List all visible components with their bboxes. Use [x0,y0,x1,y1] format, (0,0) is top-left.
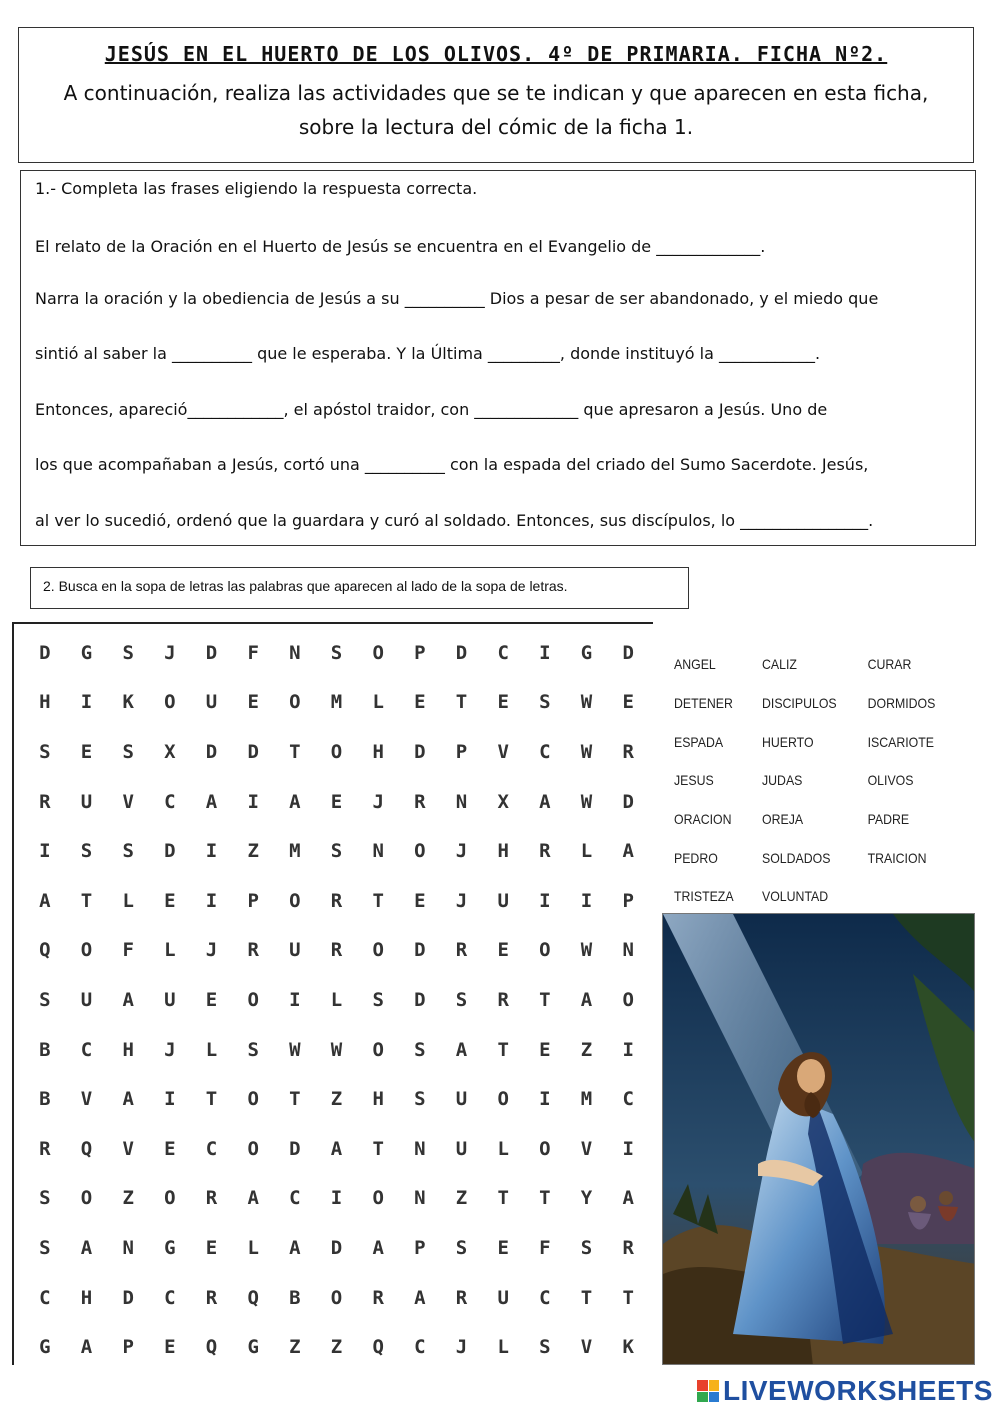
wordsearch-cell[interactable]: D [164,840,176,863]
wordsearch-cell[interactable]: D [455,641,468,664]
wordsearch-cell[interactable]: O [247,1137,259,1160]
wordsearch-cell[interactable]: M [330,691,343,714]
wordsearch-cell[interactable]: G [247,1336,259,1359]
wordsearch-cell[interactable]: A [122,1088,134,1111]
wordsearch-cell[interactable]: I [289,988,301,1011]
word-list-item: TRAICION [867,849,927,866]
wordsearch-cell[interactable]: R [330,939,343,962]
word-list-item: CALIZ [762,656,797,673]
wordsearch-cell[interactable]: O [372,939,384,962]
wordsearch-cell[interactable]: A [247,1187,259,1210]
wordsearch-cell[interactable]: S [122,740,134,763]
wordsearch-cell[interactable]: D [414,988,426,1011]
wordsearch-cell[interactable]: A [372,1236,384,1259]
wordsearch-cell[interactable]: E [497,939,509,962]
word-list-item: PADRE [867,811,910,828]
wordsearch-cell[interactable]: Z [247,840,259,863]
wordsearch-cell[interactable]: D [205,740,218,763]
wordsearch-cell[interactable]: E [205,1236,218,1259]
wordsearch-cell[interactable]: I [80,691,93,714]
wordsearch-cell[interactable]: I [205,889,218,912]
wordsearch-cell[interactable]: L [247,1236,259,1259]
wordsearch-cell[interactable]: P [455,740,468,763]
word-list-item: JESUS [674,772,714,789]
wordsearch-cell[interactable]: N [455,790,468,813]
wordsearch-cell[interactable]: Q [372,1336,384,1359]
wordsearch-cell[interactable]: V [497,740,509,763]
word-list-item: PEDRO [674,849,718,866]
wordsearch-cell[interactable]: P [622,889,634,912]
wordsearch-cell[interactable]: B [39,1088,51,1111]
wordsearch-cell[interactable]: L [330,988,343,1011]
word-list-item: HUERTO [762,733,814,750]
wordsearch-cell[interactable]: D [289,1137,301,1160]
wordsearch-cell[interactable]: C [414,1336,426,1359]
wordsearch-cell[interactable]: S [39,988,51,1011]
wordsearch-cell[interactable]: I [330,1187,343,1210]
wordsearch-cell[interactable]: B [289,1286,301,1309]
wordsearch-cell[interactable]: V [80,1088,93,1111]
wordsearch-cell[interactable]: F [539,1236,551,1259]
wordsearch-cell[interactable]: A [330,1137,343,1160]
exercise-2-box [30,567,689,609]
wordsearch-cell[interactable]: L [164,939,176,962]
wordsearch-cell[interactable]: R [455,1286,468,1309]
wordsearch-cell[interactable]: X [164,740,176,763]
wordsearch-cell[interactable]: R [205,1187,218,1210]
wordsearch-cell[interactable]: J [164,1038,176,1061]
wordsearch-cell[interactable]: Y [580,1187,593,1210]
wordsearch-cell[interactable]: G [580,641,593,664]
word-list-item: ESPADA [674,733,724,750]
wordsearch-cell[interactable]: O [330,740,343,763]
wordsearch-cell[interactable]: R [330,889,343,912]
wordsearch-cell[interactable]: P [414,1236,426,1259]
wordsearch-cell[interactable]: A [622,840,634,863]
wordsearch-cell[interactable]: H [372,1088,384,1111]
wordsearch-cell[interactable]: R [205,1286,218,1309]
wordsearch-cell[interactable]: U [80,988,93,1011]
wordsearch-cell[interactable]: W [289,1038,301,1061]
wordsearch-cell[interactable]: S [580,1236,593,1259]
wordsearch-cell[interactable]: A [455,1038,468,1061]
wordsearch-cell[interactable]: R [497,988,509,1011]
wordsearch-cell[interactable]: A [622,1187,634,1210]
wordsearch-cell[interactable]: S [122,840,134,863]
wordsearch-cell[interactable]: F [247,641,259,664]
wordsearch-cell[interactable]: E [539,1038,551,1061]
wordsearch-cell[interactable]: S [539,1336,551,1359]
wordsearch-cell[interactable]: O [497,1088,509,1111]
wordsearch-cell[interactable]: L [372,691,384,714]
header-box [18,27,974,163]
wordsearch-cell[interactable]: W [330,1038,343,1061]
wordsearch-cell[interactable]: E [164,889,176,912]
wordsearch-cell[interactable]: A [289,1236,301,1259]
wordsearch-cell[interactable]: S [539,691,551,714]
wordsearch-cell[interactable]: V [122,790,134,813]
wordsearch-cell[interactable]: O [330,1286,343,1309]
wordsearch-cell[interactable]: E [164,1336,176,1359]
wordsearch-cell[interactable]: Z [330,1336,343,1359]
word-list-item: DETENER [674,695,733,712]
wordsearch-cell[interactable]: K [122,691,134,714]
wordsearch-cell[interactable]: S [330,840,343,863]
wordsearch-cell[interactable]: J [164,641,176,664]
exercise-1-box [20,170,976,546]
wordsearch-cell[interactable]: T [622,1286,634,1309]
wordsearch-cell[interactable]: E [205,988,218,1011]
word-list-item: DORMIDOS [867,695,936,712]
wordsearch-cell[interactable]: E [247,691,259,714]
wordsearch-cell[interactable]: V [580,1137,593,1160]
wordsearch-cell[interactable]: J [455,840,468,863]
wordsearch-cell[interactable]: A [414,1286,426,1309]
wordsearch-cell[interactable]: D [330,1236,343,1259]
wordsearch-cell[interactable]: Z [289,1336,301,1359]
wordsearch-cell[interactable]: R [539,840,551,863]
brand-name: LIVEWORKSHEETS [723,1375,993,1406]
wordsearch-cell[interactable]: R [39,1137,51,1160]
wordsearch-cell[interactable]: A [205,790,218,813]
wordsearch-cell[interactable]: U [205,691,218,714]
exercise-1-line: sintió al saber la __________ que le esperaba. Y la Última _________, donde instituyó la ____________. [35,344,821,363]
wordsearch-cell[interactable]: W [580,691,593,714]
wordsearch-cell[interactable]: J [372,790,384,813]
word-list-item: DISCIPULOS [762,695,837,712]
wordsearch-cell[interactable]: Z [580,1038,593,1061]
wordsearch-cell[interactable]: H [80,1286,93,1309]
wordsearch-cell[interactable]: D [39,641,51,664]
wordsearch-cell[interactable]: D [414,740,426,763]
wordsearch-cell[interactable]: U [80,790,93,813]
wordsearch-cell[interactable]: D [622,790,634,813]
wordsearch-cell[interactable]: R [39,790,51,813]
wordsearch-cell[interactable]: V [122,1137,134,1160]
wordsearch-cell[interactable]: O [539,1137,551,1160]
wordsearch-cell[interactable]: W [580,939,593,962]
wordsearch-cell[interactable]: M [289,840,301,863]
wordsearch-cell[interactable]: N [414,1137,426,1160]
wordsearch-cell[interactable]: O [80,939,93,962]
wordsearch-cell[interactable]: P [247,889,259,912]
wordsearch-cell[interactable]: E [414,691,426,714]
wordsearch-cell[interactable]: S [80,840,93,863]
wordsearch-cell[interactable]: R [622,740,634,763]
wordsearch-cell[interactable]: C [164,1286,176,1309]
wordsearch-cell[interactable]: C [289,1187,301,1210]
wordsearch-cell[interactable]: Q [80,1137,93,1160]
wordsearch-cell[interactable]: N [414,1187,426,1210]
exercise-1-line: El relato de la Oración en el Huerto de Jesús se encuentra en el Evangelio de _____________. [35,237,766,256]
wordsearch-cell[interactable]: S [414,1038,426,1061]
wordsearch-cell[interactable]: E [497,1236,509,1259]
wordsearch-cell[interactable]: N [372,840,384,863]
wordsearch-cell[interactable]: T [289,1088,301,1111]
wordsearch-cell[interactable]: J [455,1336,468,1359]
wordsearch-cell[interactable]: O [372,641,384,664]
wordsearch-cell[interactable]: L [497,1137,509,1160]
wordsearch-cell[interactable]: T [455,691,468,714]
wordsearch-cell[interactable]: T [539,1187,551,1210]
wordsearch-cell[interactable]: B [39,1038,51,1061]
wordsearch-cell[interactable]: I [622,1038,634,1061]
wordsearch-cell[interactable]: Z [122,1187,134,1210]
wordsearch-cell[interactable]: I [205,840,218,863]
wordsearch-cell[interactable]: C [539,740,551,763]
wordsearch-cell[interactable]: E [80,740,93,763]
wordsearch-cell[interactable]: I [539,641,551,664]
exercise-1-line: Narra la oración y la obediencia de Jesús a su __________ Dios a pesar de ser abandonado, y el miedo que [35,288,879,308]
wordsearch-cell[interactable]: N [622,939,634,962]
wordsearch-cell[interactable]: O [289,889,301,912]
wordsearch-cell[interactable]: C [205,1137,218,1160]
wordsearch-cell[interactable]: T [580,1286,593,1309]
wordsearch-cell[interactable]: S [455,988,468,1011]
wordsearch-cell[interactable]: Q [247,1286,259,1309]
wordsearch-cell[interactable]: Z [455,1187,468,1210]
word-list-item: JUDAS [762,772,803,789]
wordsearch-cell[interactable]: C [622,1088,634,1111]
wordsearch-cell[interactable]: O [80,1187,93,1210]
liveworksheets-logo-icon [697,1380,719,1402]
wordsearch-cell[interactable]: A [289,790,301,813]
wordsearch-cell[interactable]: O [372,1038,384,1061]
wordsearch-cell[interactable]: T [539,988,551,1011]
wordsearch-cell[interactable]: D [205,641,218,664]
wordsearch-cell[interactable]: O [622,988,634,1011]
wordsearch-cell[interactable]: T [205,1088,218,1111]
wordsearch-cell[interactable]: O [289,691,301,714]
wordsearch-cell[interactable]: I [539,1088,551,1111]
wordsearch-cell[interactable]: E [622,691,634,714]
wordsearch-cell[interactable]: A [539,790,551,813]
word-list-item: ANGEL [674,656,716,673]
wordsearch-cell[interactable]: C [39,1286,51,1309]
wordsearch-cell[interactable]: E [414,889,426,912]
wordsearch-grid [24,628,649,1372]
wordsearch-cell[interactable]: U [164,988,176,1011]
wordsearch-cell[interactable]: S [247,1038,259,1061]
wordsearch-cell[interactable]: O [247,988,259,1011]
exercise-2-title: 2. Busca en la sopa de letras las palabras que aparecen al lado de la sopa de letras. [43,578,568,594]
wordsearch-cell[interactable]: A [39,889,51,912]
wordsearch-cell[interactable]: D [414,939,426,962]
wordsearch-cell[interactable]: C [497,641,509,664]
wordsearch-cell[interactable]: I [539,889,551,912]
wordsearch-cell[interactable]: R [455,939,468,962]
wordsearch-cell[interactable]: V [580,1336,593,1359]
wordsearch-cell[interactable]: K [622,1336,634,1359]
wordsearch-cell[interactable]: S [39,1236,51,1259]
wordsearch-cell[interactable]: X [497,790,509,813]
wordsearch-cell[interactable]: A [122,988,134,1011]
exercise-1-line: Entonces, apareció____________, el apóstol traidor, con _____________ que apresaron a Jesús. Uno de [35,399,828,419]
wordsearch-cell[interactable]: H [497,840,509,863]
wordsearch-cell[interactable]: A [580,988,593,1011]
wordsearch-cell[interactable]: I [247,790,259,813]
wordsearch-cell[interactable]: R [622,1236,634,1259]
wordsearch-cell[interactable]: H [39,691,51,714]
wordsearch-cell[interactable]: G [39,1336,51,1359]
wordsearch-cell[interactable]: W [580,740,593,763]
word-list [674,645,938,916]
word-list-item: OLIVOS [867,772,914,789]
wordsearch-cell[interactable]: U [455,1088,468,1111]
word-list-item: ISCARIOTE [867,733,935,750]
word-list-item: VOLUNTAD [762,888,829,905]
wordsearch-cell[interactable]: U [497,1286,509,1309]
wordsearch-cell[interactable]: R [247,939,259,962]
wordsearch-cell[interactable]: T [372,889,384,912]
wordsearch-cell[interactable]: L [580,840,593,863]
wordsearch-cell[interactable]: S [122,641,134,664]
word-list-item: SOLDADOS [762,849,831,866]
wordsearch-cell[interactable]: O [247,1088,259,1111]
wordsearch-cell[interactable]: I [580,889,593,912]
wordsearch-cell[interactable]: S [372,988,384,1011]
wordsearch-cell[interactable]: U [497,889,509,912]
illustration-svg [663,914,975,1365]
wordsearch-cell[interactable]: T [289,740,301,763]
wordsearch-cell[interactable]: O [372,1187,384,1210]
wordsearch-cell[interactable]: Q [39,939,51,962]
wordsearch-cell[interactable]: E [330,790,343,813]
wordsearch-cell[interactable]: T [497,1038,509,1061]
wordsearch-cell[interactable]: C [164,790,176,813]
wordsearch-cell[interactable]: S [455,1236,468,1259]
wordsearch-cell[interactable]: C [539,1286,551,1309]
word-list-item: OREJA [762,811,804,828]
wordsearch-cell[interactable]: F [122,939,134,962]
wordsearch-cell[interactable]: H [122,1038,134,1061]
wordsearch-cell[interactable]: Z [330,1088,343,1111]
word-list-item: TRISTEZA [674,888,734,905]
wordsearch-cell[interactable]: U [455,1137,468,1160]
exercise-1-line: al ver lo sucedió, ordenó que la guardara y curó al soldado. Entonces, sus discípulos, lo ________________. [35,510,874,530]
wordsearch-cell[interactable]: D [622,641,634,664]
wordsearch-cell[interactable]: T [497,1187,509,1210]
wordsearch-frame [12,622,653,1365]
word-list-item: CURAR [867,656,912,673]
wordsearch-cell[interactable]: R [372,1286,384,1309]
word-list-item: ORACION [674,811,732,828]
wordsearch-cell[interactable]: D [247,740,259,763]
wordsearch-cell[interactable]: O [164,1187,176,1210]
footer-branding [697,1375,997,1407]
wordsearch-cell[interactable]: G [164,1236,176,1259]
wordsearch-cell[interactable]: U [289,939,301,962]
wordsearch-cell[interactable]: N [122,1236,134,1259]
exercise-1-line: los que acompañaban a Jesús, cortó una __________ con la espada del criado del Sumo Sacerdote. Jesús, [35,455,869,474]
wordsearch-cell[interactable]: O [539,939,551,962]
intro-text: A continuación, realiza las actividades que se te indican y que aparecen en esta ficha, sobre la lectura del cómic de la ficha 1. [63,81,929,139]
wordsearch-cell[interactable]: I [622,1137,634,1160]
wordsearch-cell[interactable]: E [164,1137,176,1160]
wordsearch-cell[interactable]: L [497,1336,509,1359]
exercise-1-title: 1.- Completa las frases eligiendo la respuesta correcta. [35,179,478,198]
wordsearch-cell[interactable]: E [497,691,509,714]
wordsearch-cell[interactable]: P [414,641,426,664]
wordsearch-cell[interactable]: O [414,840,426,863]
wordsearch-cell[interactable]: W [580,790,593,813]
wordsearch-cell[interactable]: P [122,1336,134,1359]
wordsearch-cell[interactable]: S [39,740,51,763]
wordsearch-cell[interactable]: Q [205,1336,218,1359]
wordsearch-cell[interactable]: T [80,889,93,912]
wordsearch-cell[interactable]: L [205,1038,218,1061]
wordsearch-cell[interactable]: O [164,691,176,714]
wordsearch-cell[interactable]: I [39,840,51,863]
wordsearch-cell[interactable]: S [330,641,343,664]
wordsearch-cell[interactable]: T [372,1137,384,1160]
wordsearch-cell[interactable]: A [80,1336,93,1359]
wordsearch-cell[interactable]: A [80,1236,93,1259]
wordsearch-cell[interactable]: C [80,1038,93,1061]
wordsearch-cell[interactable]: S [39,1187,51,1210]
wordsearch-cell[interactable]: H [372,740,384,763]
page-title: JESÚS EN EL HUERTO DE LOS OLIVOS. 4º DE PRIMARIA. FICHA Nº2. [104,42,888,66]
jesus-praying-illustration [662,913,975,1365]
wordsearch-cell[interactable]: R [414,790,426,813]
wordsearch-cell[interactable]: S [414,1088,426,1111]
wordsearch-cell[interactable]: D [122,1286,134,1309]
wordsearch-cell[interactable]: M [580,1088,593,1111]
wordsearch-cell[interactable]: G [80,641,93,664]
wordsearch-cell[interactable]: I [164,1088,176,1111]
wordsearch-cell[interactable]: N [289,641,301,664]
wordsearch-cell[interactable]: J [455,889,468,912]
wordsearch-cell[interactable]: L [122,889,134,912]
wordsearch-cell[interactable]: J [205,939,218,962]
